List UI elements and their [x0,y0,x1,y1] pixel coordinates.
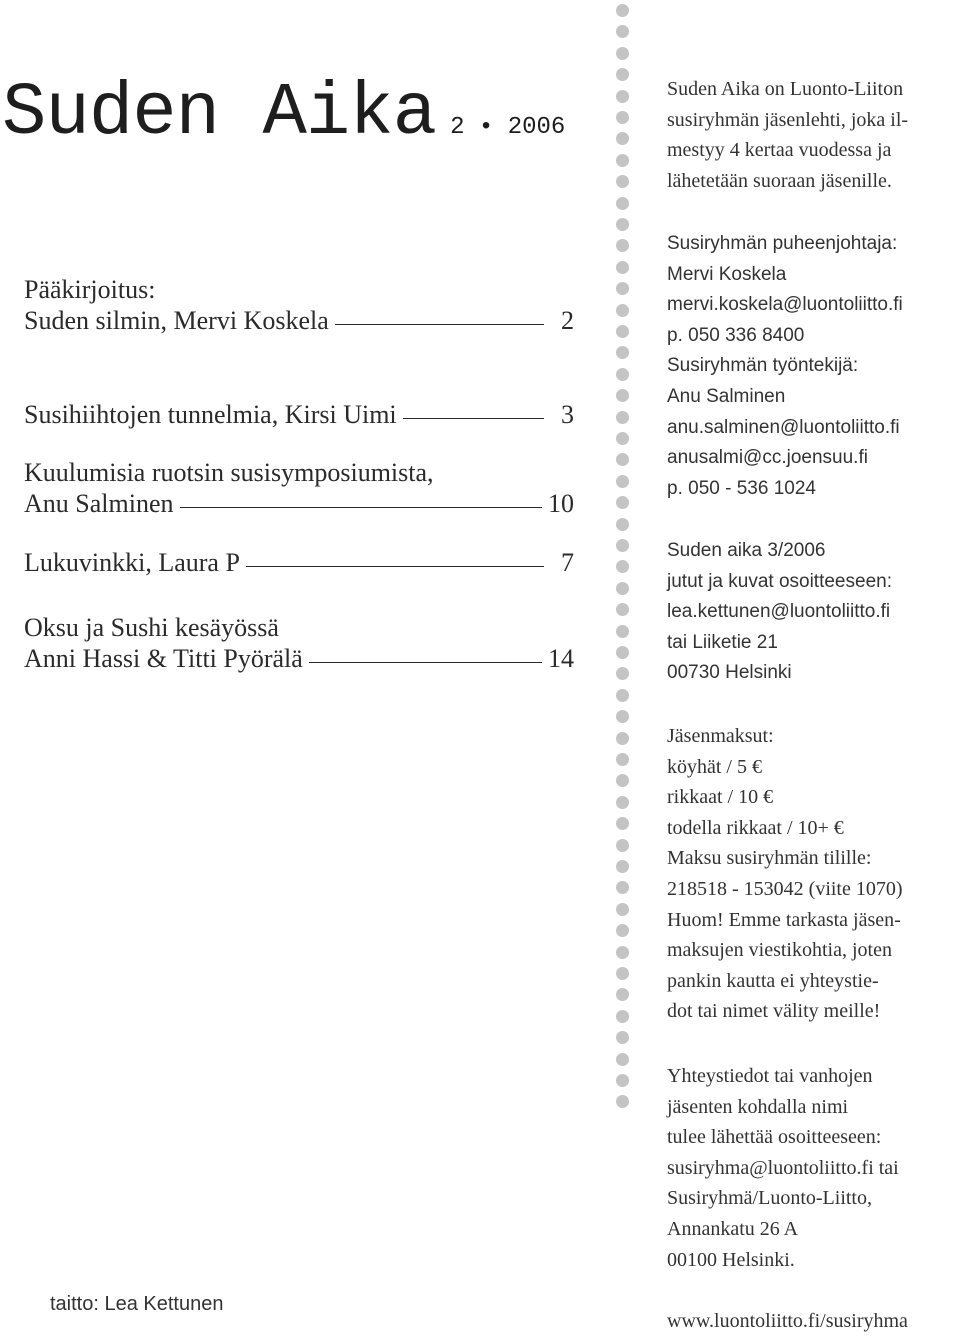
divider-dot [616,261,629,274]
address-line: jäsenten kohdalla nimi [667,1095,849,1118]
contact-line: p. 050 336 8400 [667,324,805,346]
divider-dot [616,539,629,552]
magazine-title: Suden Aika [2,72,437,156]
divider-dot [616,496,629,509]
fees-line: Huom! Emme tarkasta jäsen- [667,908,901,931]
divider-dot [616,732,629,745]
toc-page-number: 3 [561,400,574,429]
divider-dot [616,710,629,723]
fees-line: köyhät / 5 € [667,755,762,778]
divider-dot [616,1074,629,1087]
toc-entry-line [24,399,574,430]
divider-dot [616,625,629,638]
intro-line: susiryhmän jäsenlehti, joka il- [667,108,909,131]
toc-entry-author: Suden silmin, Mervi Koskela [24,306,329,335]
toc-page-number: 10 [548,489,574,518]
toc-entry-author: Lukuvinkki, Laura P [24,548,240,577]
address-line: Susiryhmä/Luonto-Liitto, [667,1187,872,1210]
website-url[interactable]: www.luontoliitto.fi/susiryhma [667,1310,908,1332]
divider-dot [616,860,629,873]
toc-entry-title: Kuulumisia ruotsin susisymposiumista, [24,458,434,487]
contact-line: Mervi Koskela [667,263,787,285]
contact-line: p. 050 - 536 1024 [667,477,816,499]
toc-entry [24,612,574,674]
next-issue-line: jutut ja kuvat osoitteeseen: [667,570,892,592]
toc-entry-line [24,305,574,336]
divider-dot [616,1031,629,1044]
divider-dot [616,967,629,980]
issue-number: 2 • 2006 [450,114,566,141]
divider-dot [616,197,629,210]
divider-dot [616,753,629,766]
divider-dot [616,582,629,595]
masthead [2,72,565,156]
divider-dot [616,68,629,81]
divider-dot [616,988,629,1001]
divider-dot [616,25,629,38]
contact-line[interactable]: anu.salminen@luontoliitto.fi [667,416,900,438]
toc-entry-line [24,547,574,578]
divider-dot [616,132,629,145]
sidebar-fees [667,721,957,1027]
toc-entry-line [24,643,574,674]
divider-dot [616,1010,629,1023]
fees-line: dot tai nimet välity meille! [667,1000,881,1023]
divider-dot [616,346,629,359]
fees-line: pankin kautta ei yhteystie- [667,969,879,992]
layout-credit: taitto: Lea Kettunen [50,1293,224,1315]
divider-dot [616,218,629,231]
intro-line: lähetetään suoraan jäsenille. [667,169,892,192]
next-issue-line: 00730 Helsinki [667,662,792,684]
sidebar-intro [667,74,957,196]
divider-dot [616,111,629,124]
fees-line: Maksu susiryhmän tilille: [667,847,872,870]
divider-dot [616,881,629,894]
contact-line[interactable]: mervi.koskela@luontoliitto.fi [667,294,903,316]
divider-dot [616,1095,629,1108]
divider-dot [616,90,629,103]
toc-entry [24,399,574,430]
toc-entry-author: Anu Salminen [24,489,174,518]
divider-dot [616,560,629,573]
intro-line: Suden Aika on Luonto-Liiton [667,78,904,100]
divider-dot [616,4,629,17]
divider-dot [616,175,629,188]
divider-dot [616,47,629,60]
toc-entry [24,274,574,336]
toc-leader-line [309,662,542,663]
divider-dot [616,817,629,830]
toc-entry-author: Susihiihtojen tunnelmia, Kirsi Uimi [24,400,397,429]
contact-line: Susiryhmän puheenjohtaja: [667,233,898,254]
address-line[interactable]: susiryhma@luontoliitto.fi tai [667,1156,899,1179]
divider-dot [616,411,629,424]
toc-leader-line [246,566,544,567]
divider-dot [616,796,629,809]
toc-entry-line [24,488,574,519]
intro-line: mestyy 4 kertaa vuodessa ja [667,139,892,162]
divider-dot [616,453,629,466]
divider-dot [616,1053,629,1066]
fees-line: maksujen viestikohtia, joten [667,939,892,962]
toc-entry-title: Oksu ja Sushi kesäyössä [24,613,279,642]
divider-dot [616,924,629,937]
sidebar-contacts [667,229,957,504]
address-line: Annankatu 26 A [667,1217,799,1240]
contact-line[interactable]: anusalmi@cc.joensuu.fi [667,447,868,469]
toc-page-number: 2 [561,306,574,335]
divider-dot [616,325,629,338]
toc-page-number: 14 [548,644,574,673]
address-line: tulee lähettää osoitteeseen: [667,1126,882,1149]
divider-dot [616,774,629,787]
divider-dot [616,646,629,659]
divider-dot [616,282,629,295]
divider-dot [616,368,629,381]
divider-dot [616,304,629,317]
next-issue-line: Suden aika 3/2006 [667,540,826,561]
dotted-divider [612,0,634,1110]
sidebar-address [667,1061,957,1275]
divider-dot [616,432,629,445]
toc-entry [24,457,574,519]
divider-dot [616,154,629,167]
next-issue-line: tai Liiketie 21 [667,631,778,653]
fees-line: todella rikkaat / 10+ € [667,816,844,839]
fees-line: rikkaat / 10 € [667,786,774,809]
toc-leader-line [403,418,544,419]
divider-dot [616,239,629,252]
divider-dot [616,839,629,852]
divider-dot [616,518,629,531]
fees-line: Jäsenmaksut: [667,725,774,747]
address-line: 00100 Helsinki. [667,1248,795,1271]
fees-line: 218518 - 153042 (viite 1070) [667,877,903,900]
divider-dot [616,389,629,402]
toc-entry [24,547,574,578]
divider-dot [616,667,629,680]
toc-entry-author: Anni Hassi & Titti Pyörälä [24,644,303,673]
sidebar-next-issue [667,536,957,689]
contact-line: Anu Salminen [667,385,786,407]
toc-leader-line [180,507,543,508]
divider-dot [616,946,629,959]
toc-entry-title: Pääkirjoitus: [24,275,156,304]
divider-dot [616,475,629,488]
divider-dot [616,603,629,616]
toc-leader-line [335,324,544,325]
next-issue-line[interactable]: lea.kettunen@luontoliitto.fi [667,601,891,623]
toc-page-number: 7 [561,548,574,577]
divider-dot [616,689,629,702]
divider-dot [616,903,629,916]
contact-line: Susiryhmän työntekijä: [667,355,859,377]
address-line: Yhteystiedot tai vanhojen [667,1065,873,1087]
